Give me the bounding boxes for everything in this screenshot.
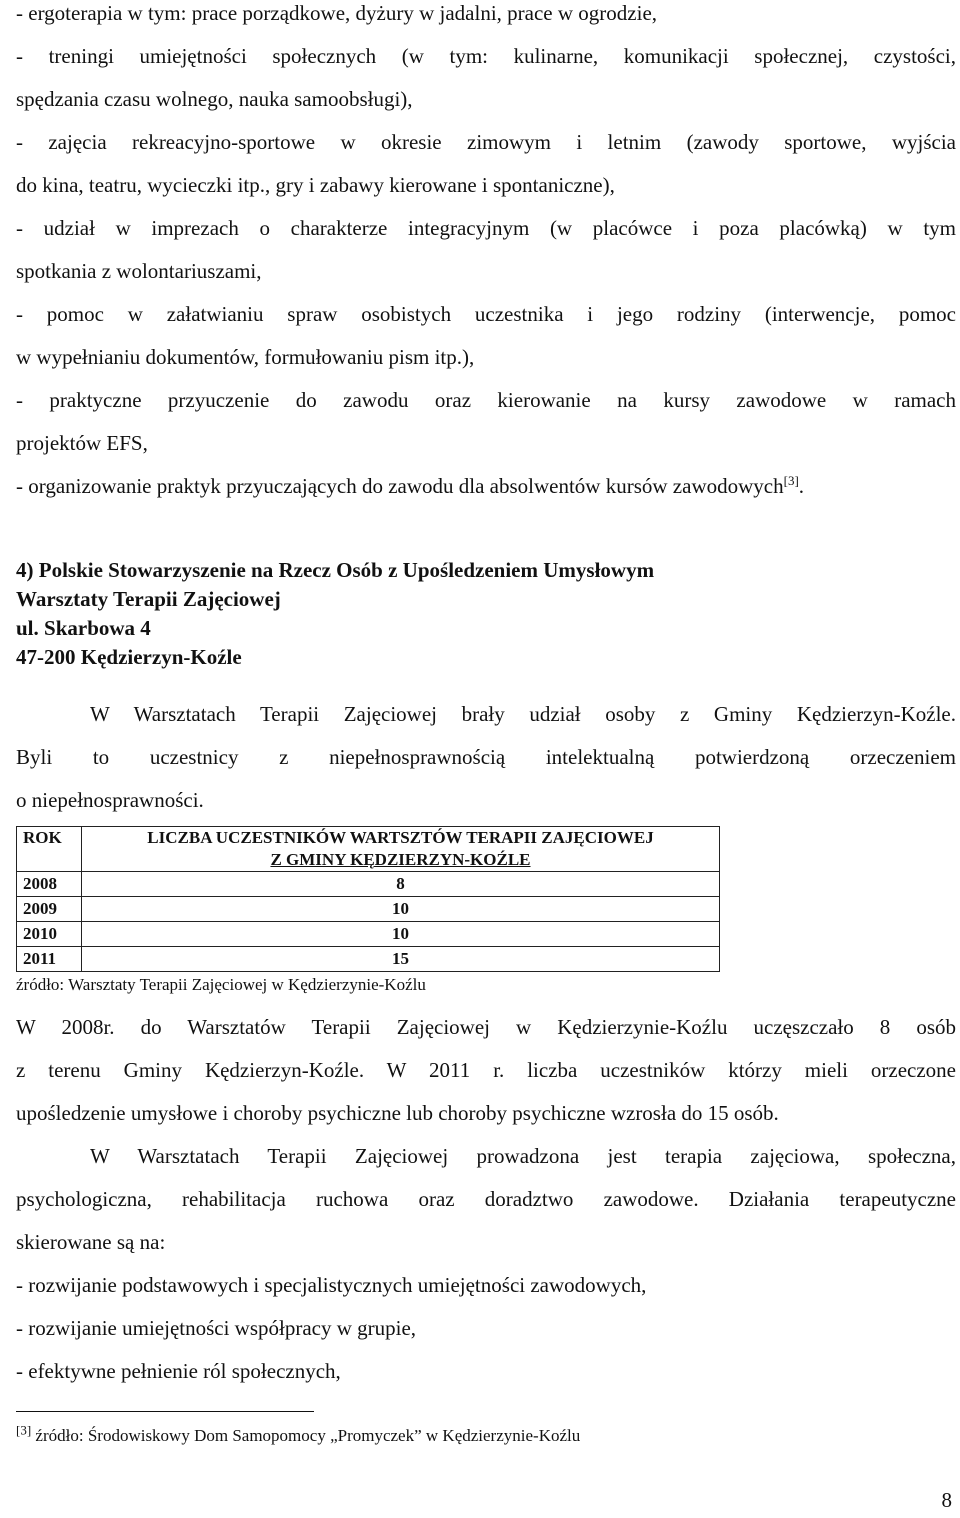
text-line: Byli to uczestnicy z niepełnosprawnością intelektualną potwierdzoną orzeczeniem	[16, 745, 956, 769]
text-line: do kina, teatru, wycieczki itp., gry i zabawy kierowane i spontaniczne),	[16, 173, 615, 197]
text-line: - rozwijanie umiejętności współpracy w grupie,	[16, 1316, 417, 1340]
table-row	[17, 947, 720, 972]
header-count-line: Z GMINY KĘDZIERZYN-KOŹLE	[270, 850, 531, 869]
cell-count: 10	[82, 897, 720, 922]
text-line: - treningi umiejętności społecznych (w tym: kulinarne, komunikacji społecznej, czystości,	[16, 44, 956, 68]
cell-count: 10	[82, 922, 720, 947]
text-line: W 2008r. do Warsztatów Terapii Zajęciowej w Kędzierzynie-Koźlu uczęszczało 8 osób	[16, 1015, 956, 1039]
table-source: źródło: Warsztaty Terapii Zajęciowej w Kędzierzynie-Koźlu	[16, 975, 426, 994]
cell-count: 15	[82, 947, 720, 972]
cell-count: 8	[82, 872, 720, 897]
text-line: psychologiczna, rehabilitacja ruchowa oraz doradztwo zawodowe. Działania terapeutyczne	[16, 1187, 956, 1211]
text-line: spotkania z wolontariuszami,	[16, 259, 262, 283]
participants-table	[16, 826, 720, 972]
text-line: spędzania czasu wolnego, nauka samoobsługi),	[16, 87, 413, 111]
table-row	[17, 897, 720, 922]
text-line: W Warsztatach Terapii Zajęciowej prowadzona jest terapia zajęciowa, społeczna,	[90, 1144, 956, 1168]
text-line: - rozwijanie podstawowych i specjalistycznych umiejętności zawodowych,	[16, 1273, 647, 1297]
cell-year: 2008	[17, 872, 82, 897]
footnote-text: źródło: Środowiskowy Dom Samopomocy „Promyczek” w Kędzierzynie-Koźlu	[31, 1426, 581, 1445]
text-line: - ergoterapia w tym: prace porządkowe, dyżury w jadalni, prace w ogrodzie,	[16, 1, 658, 25]
cell-year: 2009	[17, 897, 82, 922]
header-count	[82, 827, 720, 872]
text-line: w wypełnianiu dokumentów, formułowaniu pism itp.),	[16, 345, 475, 369]
footnote	[16, 1424, 580, 1448]
text-line: skierowane są na:	[16, 1230, 166, 1254]
text-line: - zajęcia rekreacyjno-sportowe w okresie zimowym i letnim (zawody sportowe, wyjścia	[16, 130, 956, 154]
text-line: upośledzenie umysłowe i choroby psychiczne lub choroby psychiczne wzrosła do 15 osób.	[16, 1101, 779, 1125]
footnote-marker: [3]	[16, 1422, 32, 1438]
header-count-line: LICZBA UCZESTNIKÓW WARTSZTÓW TERAPII ZAJĘCIOWEJ	[147, 828, 654, 847]
text-line: - pomoc w załatwianiu spraw osobistych uczestnika i jego rodziny (interwencje, pomoc	[16, 302, 956, 326]
text-span: - organizowanie praktyk przyuczających do zawodu dla absolwentów kursów zawodowych	[16, 474, 784, 498]
cell-year: 2010	[17, 922, 82, 947]
table-row	[17, 872, 720, 897]
section-subheading: Warsztaty Terapii Zajęciowej	[16, 587, 281, 611]
text-line: - praktyczne przyuczenie do zawodu oraz kierowanie na kursy zawodowe w ramach	[16, 388, 956, 412]
address-city: 47-200 Kędzierzyn-Koźle	[16, 645, 242, 669]
text-line: - efektywne pełnienie ról społecznych,	[16, 1359, 341, 1383]
text-line: W Warsztatach Terapii Zajęciowej brały udział osoby z Gminy Kędzierzyn-Koźle.	[90, 702, 956, 726]
footnote-divider	[16, 1411, 314, 1412]
section-heading: 4) Polskie Stowarzyszenie na Rzecz Osób z Upośledzeniem Umysłowym	[16, 558, 655, 582]
address-street: ul. Skarbowa 4	[16, 616, 151, 640]
text-span: .	[798, 474, 805, 498]
cell-year: 2011	[17, 947, 82, 972]
text-line	[16, 473, 804, 499]
text-line: o niepełnosprawności.	[16, 788, 204, 812]
text-line: - udział w imprezach o charakterze integracyjnym (w placówce i poza placówką) w tym	[16, 216, 956, 240]
footnote-ref: [3]	[783, 473, 799, 488]
table-header-row	[17, 827, 720, 872]
text-line: z terenu Gminy Kędzierzyn-Koźle. W 2011 r. liczba uczestników którzy mieli orzeczone	[16, 1058, 956, 1082]
table-row	[17, 922, 720, 947]
header-year: ROK	[17, 827, 82, 872]
page-number: 8	[941, 1488, 952, 1512]
text-line: projektów EFS,	[16, 431, 148, 455]
